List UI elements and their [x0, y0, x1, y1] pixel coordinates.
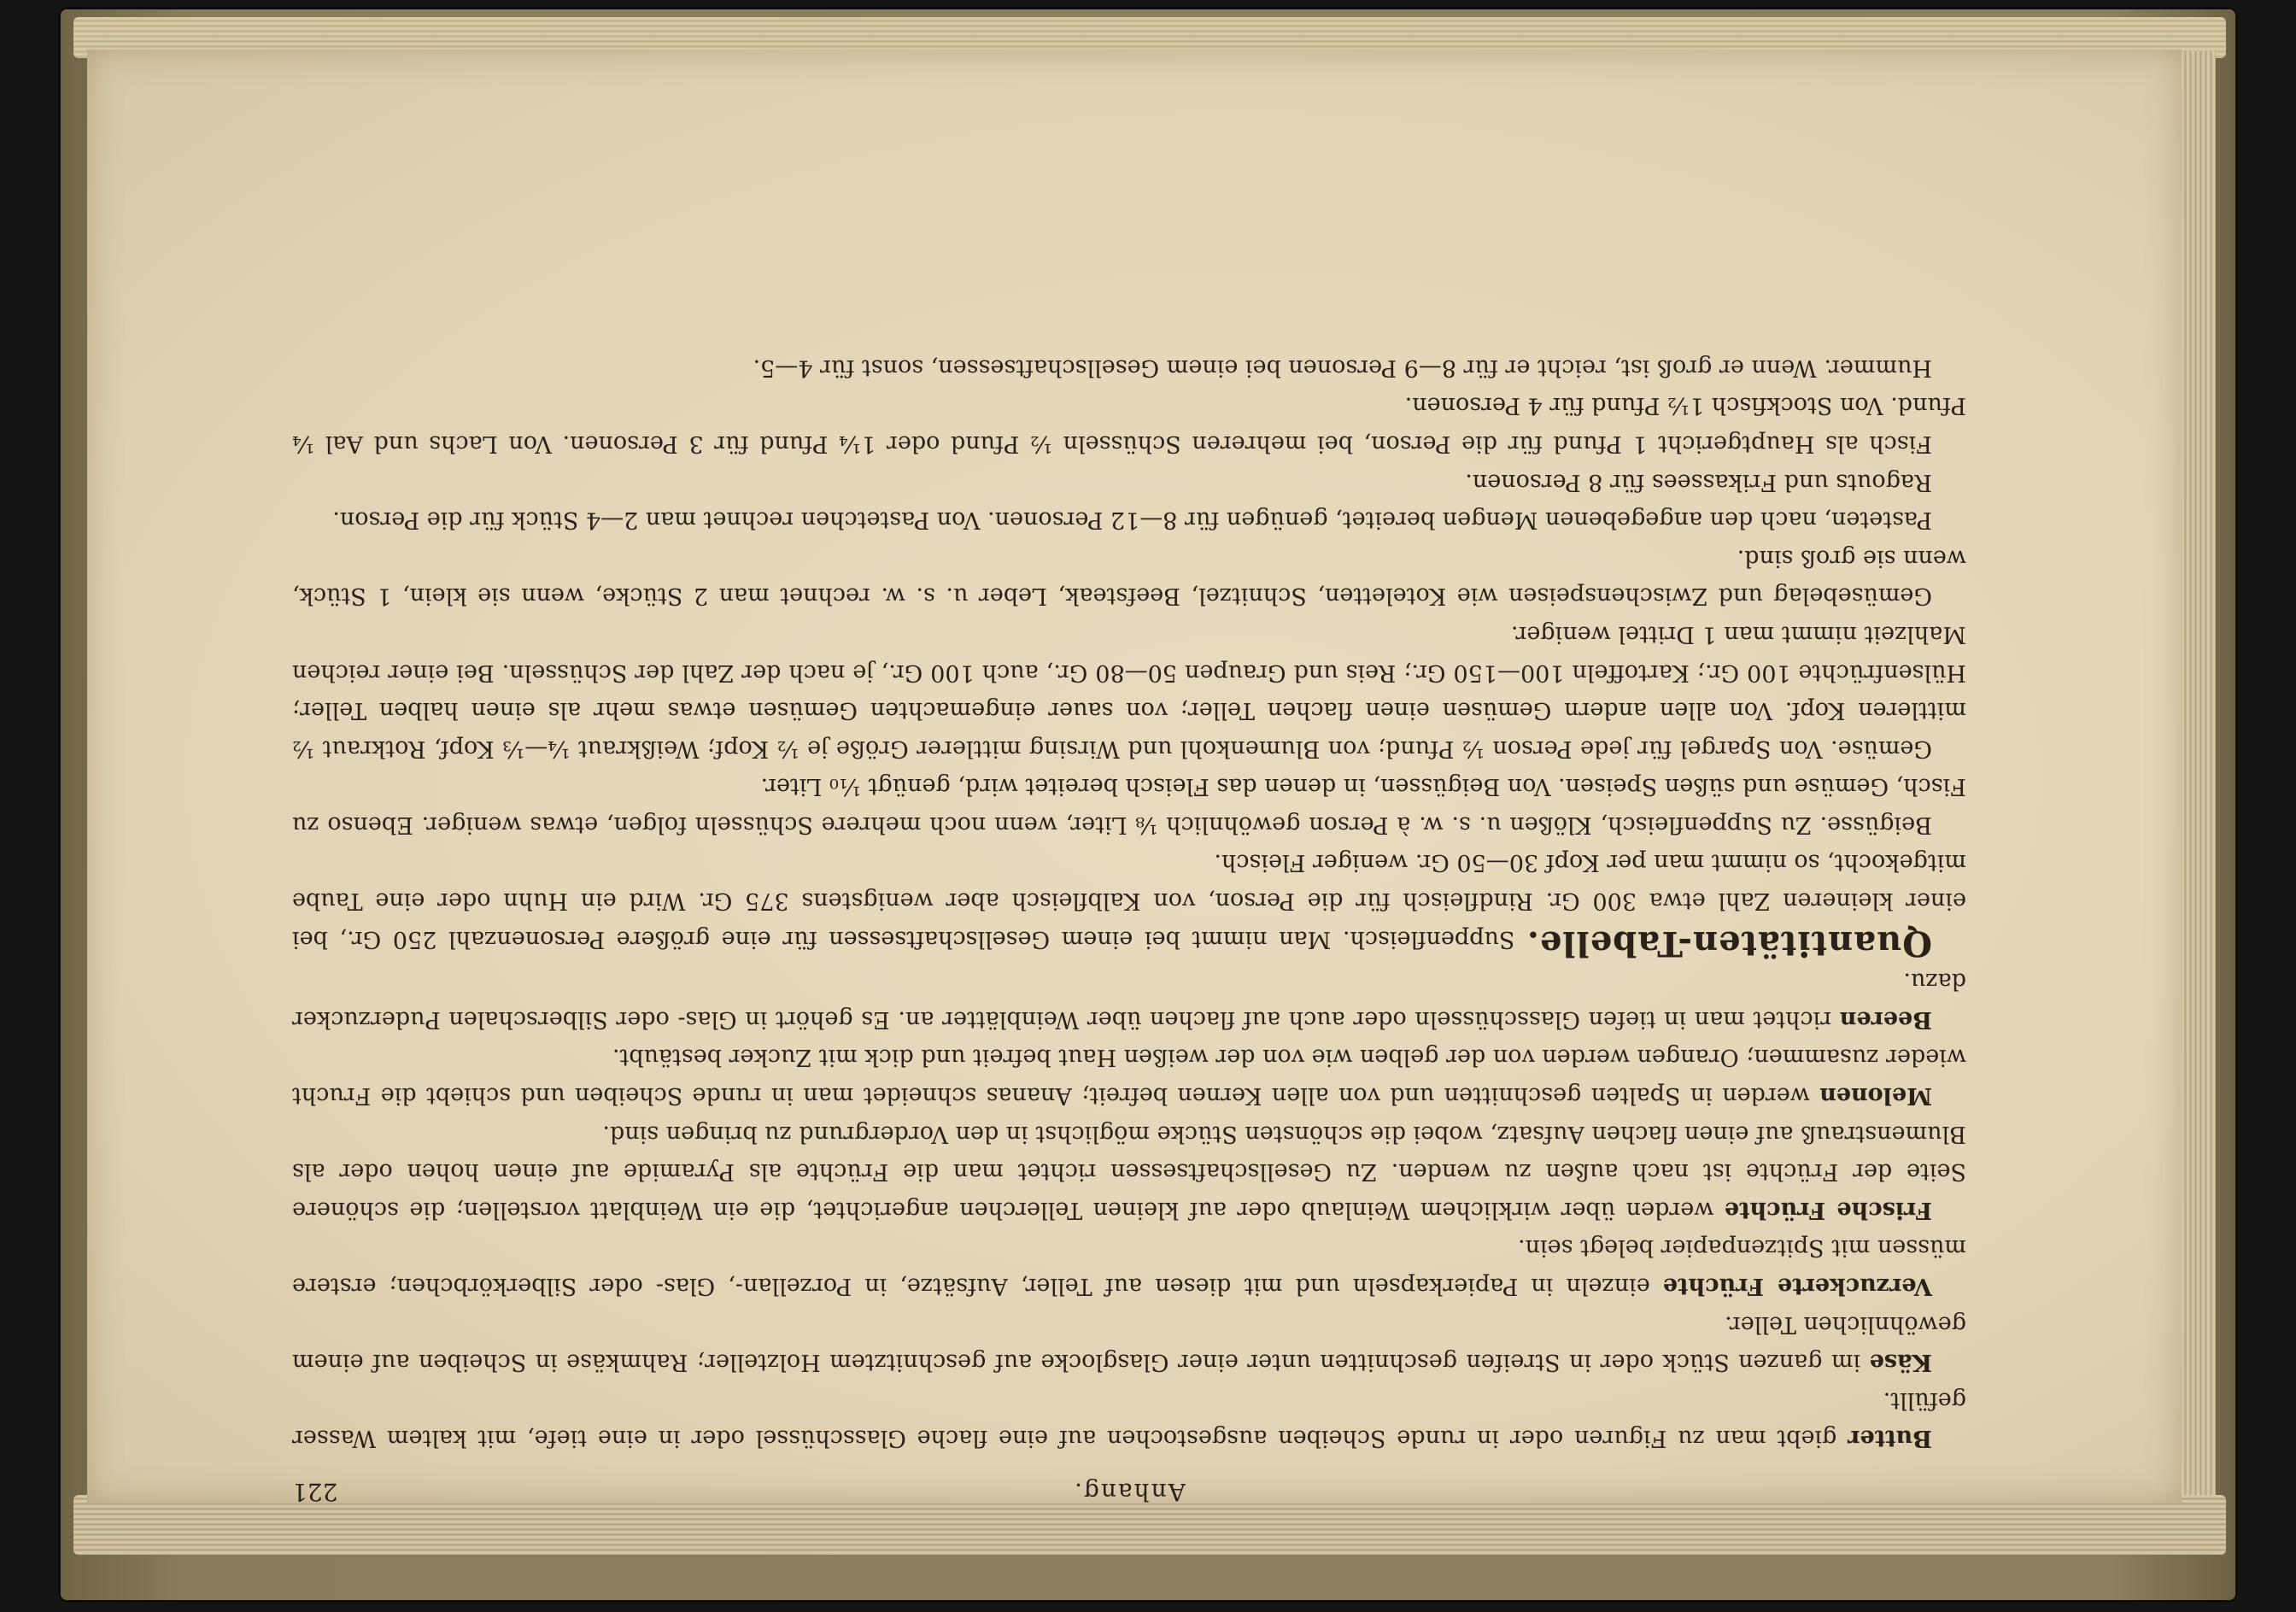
- paragraph-body: einzeln in Papierkapseln und mit diesen auf Teller, Aufsätze, in Porzellan-, Glas- oder Silberkörbchen; erstere müssen mit Spitzenpapier belegt sein.: [292, 1234, 1966, 1300]
- paragraph: [292, 1228, 1966, 1304]
- paragraph: [292, 1114, 1966, 1228]
- paragraph-body: Gemüse. Von Spargel für jede Person ½ Pfund; von Blumenkohl und Wirsing mittlerer Größe je ½ Kopf; Weißkraut ¼—⅓ Kopf, Rotkraut ½ mittleren Kopf. Von allen andern Gemüsen einen flachen Teller; von sauer eingemachten Gemüsen etwas mehr als einen halben Teller; Hülsenfrüchte 100 Gr.; Kartoffeln 100—150 Gr.; Reis und Graupen 50—80 Gr., auch 100 Gr., je nach der Zahl der Schüsseln. Bei einer reichen Mahlzeit nimmt man 1 Drittel weniger.: [292, 620, 1966, 762]
- paragraph-term: Verzuckerte Früchte: [1662, 1273, 1932, 1300]
- page-header: [292, 1472, 1966, 1510]
- paragraph-body: richtet man in tiefen Glasschüsseln oder auch auf flachen über Weinblätter an. Es gehört in Glas- oder Silberschalen Puderzucker dazu.: [292, 968, 1966, 1033]
- paragraph-body: Ragouts und Frikassees für 8 Personen.: [1465, 468, 1932, 495]
- paragraph: [292, 1304, 1966, 1380]
- running-head: Anhang.: [1073, 1478, 1186, 1506]
- page-text-block: [292, 144, 1966, 1510]
- paragraph-term: Melonen: [1819, 1082, 1932, 1110]
- paragraph-list: [292, 348, 1966, 1457]
- paragraph-body: giebt man zu Figuren oder in runde Scheiben ausgestochen auf eine flache Glasschüssel oder in eine tiefe, mit kaltem Wasser gefüllt.: [292, 1386, 1966, 1452]
- paragraph-body: Fisch als Hauptgericht 1 Pfund für die Person, bei mehreren Schüsseln ½ Pfund oder 1¼ Pfund für 3 Personen. Von Lachs und Aal ¼ Pfund. Von Stockfisch 1½ Pfund für 4 Personen.: [292, 392, 1966, 457]
- section-heading: Quantitäten-Tabelle.: [1526, 923, 1932, 964]
- paragraph: [292, 1038, 1966, 1114]
- paragraph: [292, 1380, 1966, 1457]
- paragraph: [292, 386, 1966, 462]
- paragraph-body: Gemüsebelag und Zwischenspeisen wie Koteletten, Schnitzel, Beefsteak, Leber u. s. w. rechnet man 2 Stücke, wenn sie klein, 1 Stück, wenn sie groß sind.: [292, 544, 1966, 610]
- paragraph: [292, 348, 1966, 386]
- paragraph: [292, 614, 1966, 766]
- paragraph: [292, 538, 1966, 614]
- page-number: 221: [292, 1478, 338, 1506]
- page-edges-right: [2176, 51, 2216, 1504]
- paragraph: [292, 501, 1966, 539]
- paragraph: [292, 962, 1966, 1038]
- paragraph-body: im ganzen Stück oder in Streifen geschnitten unter einer Glasglocke auf geschnitztem Holzteller; Rahmkäse in Scheiben auf einem gewöhnlichen Teller.: [292, 1310, 1966, 1376]
- paragraph-term: Käse: [1869, 1349, 1932, 1376]
- paragraph-body: Hummer. Wenn er groß ist, reicht er für 8—9 Personen bei einem Gesellschaftsessen, sonst für 4—5.: [753, 354, 1932, 381]
- paragraph-body: werden über wirklichem Weinlaub oder auf kleinen Tellerchen angerichtet, die ein Weinblatt vorstellen; die schönere Seite der Früchte ist nach außen zu wenden. Zu Gesellschaftsessen richtet man die Früchte als Pyramide auf einen hohen oder als Blumenstrauß auf einen flachen Aufsatz, wobei die schönsten Stücke möglichst in den Vordergrund zu bringen sind.: [291, 1120, 1966, 1223]
- paragraph-body: Suppenfleisch. Man nimmt bei einem Gesellschaftsessen für eine größere Personenzahl 250 Gr., bei einer kleineren Zahl etwa 300 Gr. Rindfleisch für die Person, von Kalbfleisch aber wenigstens 375 Gr. Wird ein Huhn oder eine Taube mitgekocht, so nimmt man per Kopf 30—50 Gr. weniger Fleisch.: [292, 849, 1966, 953]
- paragraph-term: Butter: [1848, 1425, 1932, 1452]
- paragraph: [292, 843, 1966, 962]
- paragraph-body: Pasteten, nach den angegebenen Mengen bereitet, genügen für 8—12 Personen. Von Pastetchen rechnet man 2—4 Stück für die Person.: [332, 507, 1932, 534]
- paragraph-body: Beigüsse. Zu Suppenfleisch, Klößen u. s. w. à Person gewöhnlich ⅛ Liter, wenn noch mehrere Schüsseln folgen, etwas weniger. Ebenso zu Fisch, Gemüse und süßen Speisen. Von Beigüssen, in denen das Fleisch bereitet wird, genügt ⅒ Liter.: [292, 773, 1966, 838]
- paragraph-term: Beeren: [1839, 1005, 1932, 1033]
- paragraph: [292, 767, 1966, 843]
- paragraph: [292, 462, 1966, 501]
- paragraph-body: werden in Spalten geschnitten und von allen Kernen befreit; Ananas schneidet man in runde Scheiben und schiebt die Frucht wieder zusammen; Orangen werden von der gelben wie von der weißen Haut befreit und dick mit Zucker bestäubt.: [292, 1044, 1966, 1110]
- paragraph-term: Frische Früchte: [1724, 1196, 1932, 1223]
- book-page: [87, 50, 2182, 1504]
